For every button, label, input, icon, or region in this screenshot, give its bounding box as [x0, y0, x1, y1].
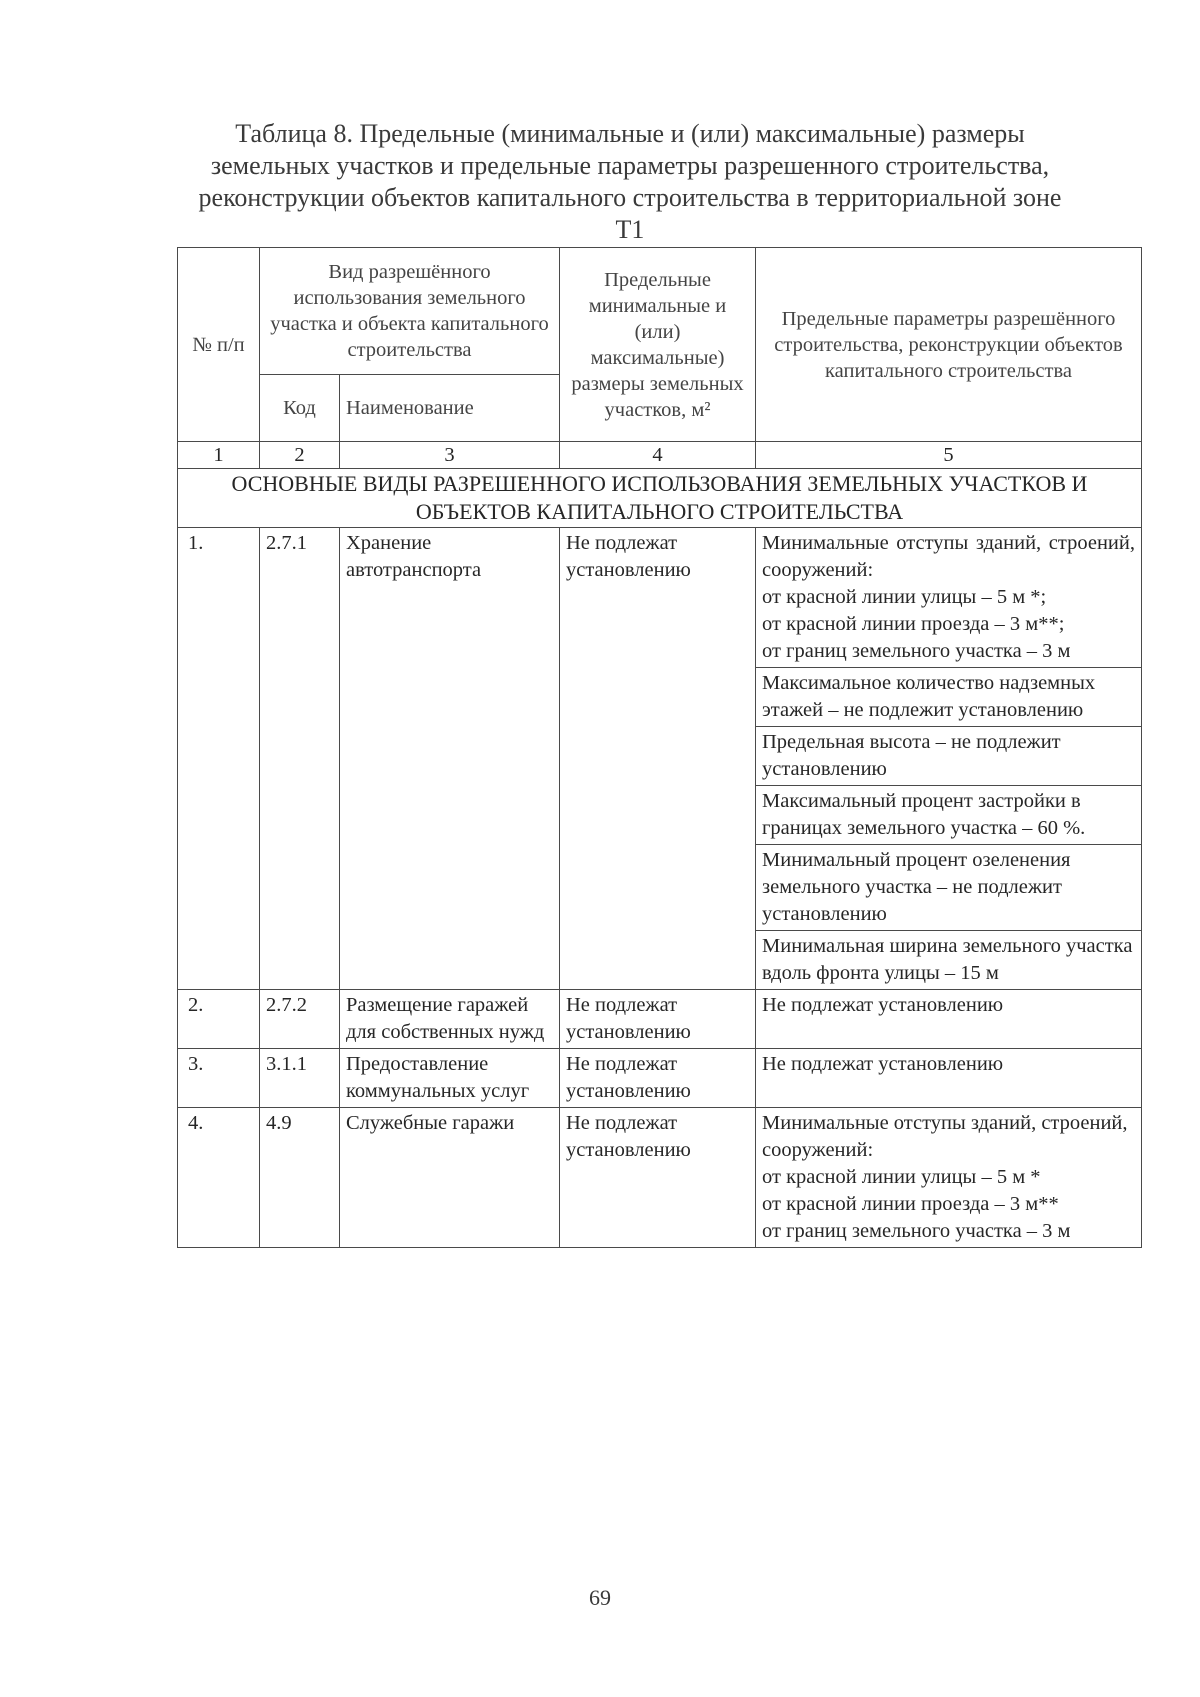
header-row	[178, 248, 1142, 375]
param-line: от красной линии проезда – 3 м**	[762, 1193, 1059, 1215]
colnum: 2	[260, 442, 340, 469]
param-line: от красной линии улицы – 5 м *	[762, 1166, 1041, 1188]
column-numbers-row	[178, 442, 1142, 469]
title-line: земельных участков и предельные параметры разрешенного строительства,	[210, 151, 1050, 180]
row-num: 4.	[178, 1108, 260, 1248]
colnum: 4	[560, 442, 756, 469]
param-line: от границ земельного участка – 3 м	[762, 640, 1071, 662]
row-params: Не подлежат установлению	[756, 1049, 1142, 1108]
row-params	[756, 528, 1142, 668]
row-name: Размещение гаражей для собственных нужд	[340, 990, 560, 1049]
title-line: Т1	[615, 215, 645, 244]
header-use-group: Вид разрешённого использования земельного участка и объекта капитального строительства	[260, 248, 560, 375]
title-line: реконструкции объектов капитального строительства в территориальной зоне	[198, 183, 1062, 212]
param-cell: Минимальная ширина земельного участка вдоль фронта улицы – 15 м	[756, 931, 1142, 990]
row-code: 2.7.2	[260, 990, 340, 1049]
param-cell: Максимальное количество надземных этажей – не подлежит установлению	[756, 668, 1142, 727]
header-code: Код	[260, 375, 340, 442]
colnum: 3	[340, 442, 560, 469]
param-line: Минимальные отступы зданий, строений, сооружений:	[762, 1112, 1128, 1161]
row-name: Служебные гаражи	[340, 1108, 560, 1248]
row-num: 3.	[178, 1049, 260, 1108]
row-name: Предоставление коммунальных услуг	[340, 1049, 560, 1108]
header-num: № п/п	[178, 248, 260, 442]
section-row	[178, 469, 1142, 528]
colnum: 5	[756, 442, 1142, 469]
row-size: Не подлежат установлению	[560, 528, 756, 990]
table-title	[175, 118, 1085, 246]
row-num: 2.	[178, 990, 260, 1049]
row-params	[756, 1108, 1142, 1248]
table-row	[178, 528, 1142, 668]
param-line: от красной линии улицы – 5 м *;	[762, 586, 1047, 608]
header-name: Наименование	[340, 375, 560, 442]
param-cell: Минимальный процент озеленения земельного участка – не подлежит установлению	[756, 845, 1142, 931]
table-row	[178, 1049, 1142, 1108]
row-size: Не подлежат установлению	[560, 1049, 756, 1108]
header-params: Предельные параметры разрешённого строительства, реконструкции объектов капитального строительства	[756, 248, 1142, 442]
table-row	[178, 990, 1142, 1049]
row-code: 4.9	[260, 1108, 340, 1248]
row-size: Не подлежат установлению	[560, 1108, 756, 1248]
param-line: от границ земельного участка – 3 м	[762, 1220, 1071, 1242]
param-line: Минимальные отступы зданий, строений, сооружений:	[762, 532, 1135, 581]
regulations-table	[177, 247, 1142, 1248]
header-size: Предельные минимальные и (или) максимальные) размеры земельных участков, м²	[560, 248, 756, 442]
param-cell: Максимальный процент застройки в границах земельного участка – 60 %.	[756, 786, 1142, 845]
row-name: Хранение автотранспорта	[340, 528, 560, 990]
row-params: Не подлежат установлению	[756, 990, 1142, 1049]
param-cell: Предельная высота – не подлежит установлению	[756, 727, 1142, 786]
row-size: Не подлежат установлению	[560, 990, 756, 1049]
section-heading: ОСНОВНЫЕ ВИДЫ РАЗРЕШЕННОГО ИСПОЛЬЗОВАНИЯ ЗЕМЕЛЬНЫХ УЧАСТКОВ И ОБЪЕКТОВ КАПИТАЛЬНОГО СТРОИТЕЛЬСТВА	[178, 469, 1142, 528]
row-code: 2.7.1	[260, 528, 340, 990]
page-number: 69	[589, 1585, 611, 1610]
row-num: 1.	[178, 528, 260, 990]
colnum: 1	[178, 442, 260, 469]
title-line: Таблица 8. Предельные (минимальные и (или) максимальные) размеры	[235, 119, 1025, 148]
row-code: 3.1.1	[260, 1049, 340, 1108]
table-row	[178, 1108, 1142, 1248]
param-line: от красной линии проезда – 3 м**;	[762, 613, 1065, 635]
